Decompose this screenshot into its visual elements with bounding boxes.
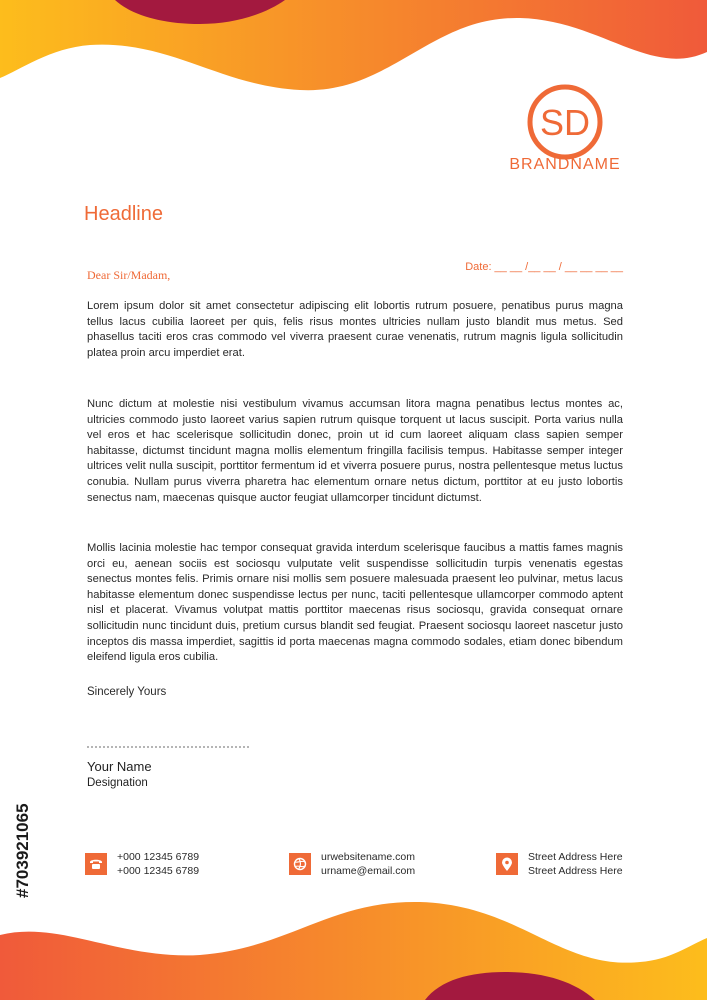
- stock-id-label: [6, 760, 36, 900]
- signature-line: [87, 746, 249, 748]
- contact-address: [496, 851, 623, 878]
- globe-icon: [289, 853, 311, 875]
- address-line-1: Street Address Here: [528, 851, 623, 863]
- footer-wave-decoration: [0, 900, 707, 1000]
- body-paragraph-2: Nunc dictum at molestie nisi vestibulum vivamus accumsan litora magna penatibus lectus montes ac, ultricies commodo justo laoreet varius sapien rutrum quisque torquent ut lacus suscipit. Porta varius nulla vel eros et hac scelerisque sollicitudin donec, proin ut id cum laoreet aliquam class sapien semper habitasse, dictumst tincidunt magna mollis elementum fringilla facilisis tempus. Habitasse semper integer ultrices velit nulla suscipit, porttitor fermentum id et viverra posuere purus, nostra pellentesque metus luctus conubia. Nullam purus viverra pharetra hac elementum ornare netus dictum, porttitor at eu justo lobortis senectus nam, maecenas quisque auctor feugiat ullamcorper tincidunt dictumst.: [87, 398, 623, 504]
- phone-line-1: +000 12345 6789: [117, 851, 200, 863]
- closing-text: Sincerely Yours: [87, 686, 167, 698]
- address-line-2: Street Address Here: [528, 864, 623, 877]
- letter-headline: Headline: [84, 203, 163, 225]
- date-field: Date: __ __ /__ __ / __ __ __ __: [465, 261, 623, 273]
- location-pin-icon: [496, 853, 518, 875]
- body-paragraph-1: Lorem ipsum dolor sit amet consectetur adipiscing elit lobortis rutrum posuere, penatibus purus magna tellus lacus cubilia laoreet per quis, felis risus montes ultricies nullam justo blandit mus metus. Sed phasellus taciti eros cras commodo vel viverra praesent curae venenatis, rutrum magnis ligula sollicitudin platea proin arcu imperdiet erat.: [87, 300, 623, 359]
- signer-name: Your Name: [87, 759, 152, 774]
- signer-designation: Designation: [87, 777, 148, 789]
- contact-phone: [85, 851, 199, 878]
- email-text[interactable]: urname@email.com: [321, 864, 416, 877]
- website-text[interactable]: urwebsitename.com: [321, 851, 415, 863]
- body-paragraph-3: Mollis lacinia molestie hac tempor consequat gravida interdum scelerisque faucibus a mattis fames magnis orci eu, aenean sociis est sociosqu vulputate velit suspendisse sollicitudin turpis venenatis egestas senectus montes felis. Primis ornare nisi mollis sem posuere malesuada praesent leo pulvinar, metus lacus habitasse elementum donec suspendisse lectus per nunc, taciti pellentesque ullamcorper commodo aptent nisl et placerat. Vivamus volutpat mattis porttitor maecenas risus sociosqu, gravida consequat ornare sollicitudin nunc tincidunt duis, pretium cursus blandit sed feugiat. Praesent sociosqu laoreet nascetur justo inceptos dis massa imperdiet, sagittis id porta maecenas magna commodo sodales, etiam donec bibendum eleifend ligula eros cubilia.: [87, 542, 623, 664]
- phone-icon: [85, 853, 107, 875]
- brand-logo: [527, 84, 603, 160]
- salutation: Dear Sir/Madam,: [87, 268, 171, 282]
- contact-web: [289, 851, 415, 878]
- brand-monogram: SD: [539, 102, 591, 143]
- brand-name: BRANDNAME: [509, 156, 621, 173]
- stock-id-text: #703921065: [13, 803, 32, 898]
- phone-line-2: +000 12345 6789: [117, 864, 200, 877]
